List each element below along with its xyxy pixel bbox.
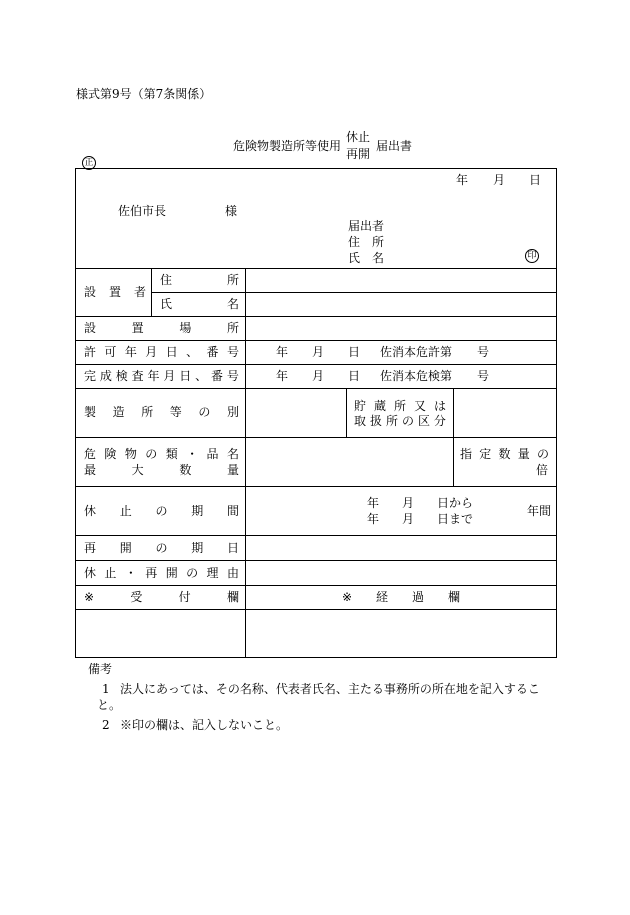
title-prefix: 危険物製造所等使用 [233, 139, 342, 153]
label-suspension-period: 休 止 の 期 間 [84, 504, 239, 518]
form-number: 様式第9号（第7条関係） [76, 87, 212, 101]
row-line-4 [75, 340, 557, 341]
row-line-12 [75, 609, 557, 610]
label-reception: ※ 受 付 欄 [84, 590, 239, 604]
label-progress: ※ 経 過 欄 [342, 590, 460, 604]
note-2-line1: ※印の欄は、記入しないこと。 [120, 718, 289, 732]
date-year: 年 [456, 173, 469, 187]
inspection-month: 月 [312, 369, 325, 383]
date-day: 日 [529, 173, 542, 187]
label-storage-line1: 貯 蔵 所 又 は [354, 399, 446, 413]
label-hazmat-line2: 最 大 数 量 [84, 463, 239, 477]
permit-number: 号 [477, 345, 490, 359]
facility-divider-1 [346, 388, 347, 437]
row-line-10 [75, 560, 557, 561]
label-installer-name: 氏 名 [160, 297, 239, 311]
frame-bottom [75, 657, 557, 658]
note-2-number: 2 [102, 718, 110, 732]
label-installer-address: 住 所 [160, 273, 239, 287]
period-from-month: 月 [402, 496, 415, 510]
row-line-7 [75, 437, 557, 438]
label-location: 設 置 場 所 [84, 321, 239, 335]
row-line-5 [75, 364, 557, 365]
row-line-6 [75, 388, 557, 389]
row-line-8 [75, 486, 557, 487]
title-choice-suspend: 休止 [346, 130, 371, 144]
permit-year: 年 [276, 345, 289, 359]
hazmat-divider [453, 437, 454, 486]
row-line-2 [151, 292, 557, 293]
notifier-address-label: 住 所 [348, 235, 385, 249]
inspection-year: 年 [276, 369, 289, 383]
notes-heading: 備考 [88, 662, 113, 676]
permit-day: 日 [348, 345, 361, 359]
addressee: 佐伯市長 [118, 204, 167, 218]
label-inspection-date: 完 成 検 査 年 月 日 、 番 号 [84, 369, 239, 383]
label-designated-line2: 倍 [536, 463, 549, 477]
period-to-day: 日まで [437, 512, 474, 526]
row-line-3 [75, 316, 557, 317]
title-suffix: 届出書 [376, 139, 413, 153]
original-seal-mark: 正 [82, 156, 96, 170]
label-facility-type: 製 造 所 等 の 別 [84, 405, 239, 419]
frame-top [75, 168, 557, 169]
label-hazmat-line1: 危 険 物 の 類 ・ 品 名 [84, 447, 239, 461]
label-permit-date: 許 可 年 月 日 、 番 号 [84, 345, 239, 359]
label-installer: 設 置 者 [84, 285, 146, 299]
note-1-number: 1 [102, 682, 110, 696]
date-month: 月 [493, 173, 506, 187]
note-1-line1: 法人にあっては、その名称、代表者氏名、主たる事務所の所在地を記入するこ [120, 682, 540, 696]
row-line-1 [75, 268, 557, 269]
label-reason: 休 止 ・ 再 開 の 理 由 [84, 566, 239, 580]
personal-seal-mark: 印 [525, 249, 539, 263]
label-column-divider [245, 268, 246, 658]
period-from-year: 年 [367, 496, 380, 510]
period-to-year: 年 [367, 512, 380, 526]
notifier-name-label: 氏 名 [348, 251, 385, 265]
label-resume-date: 再 開 の 期 日 [84, 541, 239, 555]
inspection-office: 佐消本危検第 [380, 369, 453, 383]
period-years: 年間 [527, 504, 552, 518]
installer-subdivider [151, 268, 152, 316]
addressee-honorific: 様 [225, 204, 238, 218]
notifier-label: 届出者 [348, 219, 385, 233]
row-line-11 [75, 585, 557, 586]
label-storage-line2: 取 扱 所 の 区 分 [354, 414, 446, 428]
permit-office: 佐消本危許第 [380, 345, 453, 359]
period-to-month: 月 [402, 512, 415, 526]
label-designated-line1: 指 定 数 量 の [460, 447, 549, 461]
inspection-number: 号 [477, 369, 490, 383]
facility-divider-2 [453, 388, 454, 437]
period-from-day: 日から [437, 496, 474, 510]
note-1-line2: と。 [97, 698, 122, 712]
row-line-9 [75, 535, 557, 536]
permit-month: 月 [312, 345, 325, 359]
title-choice-resume: 再開 [346, 147, 371, 161]
inspection-day: 日 [348, 369, 361, 383]
